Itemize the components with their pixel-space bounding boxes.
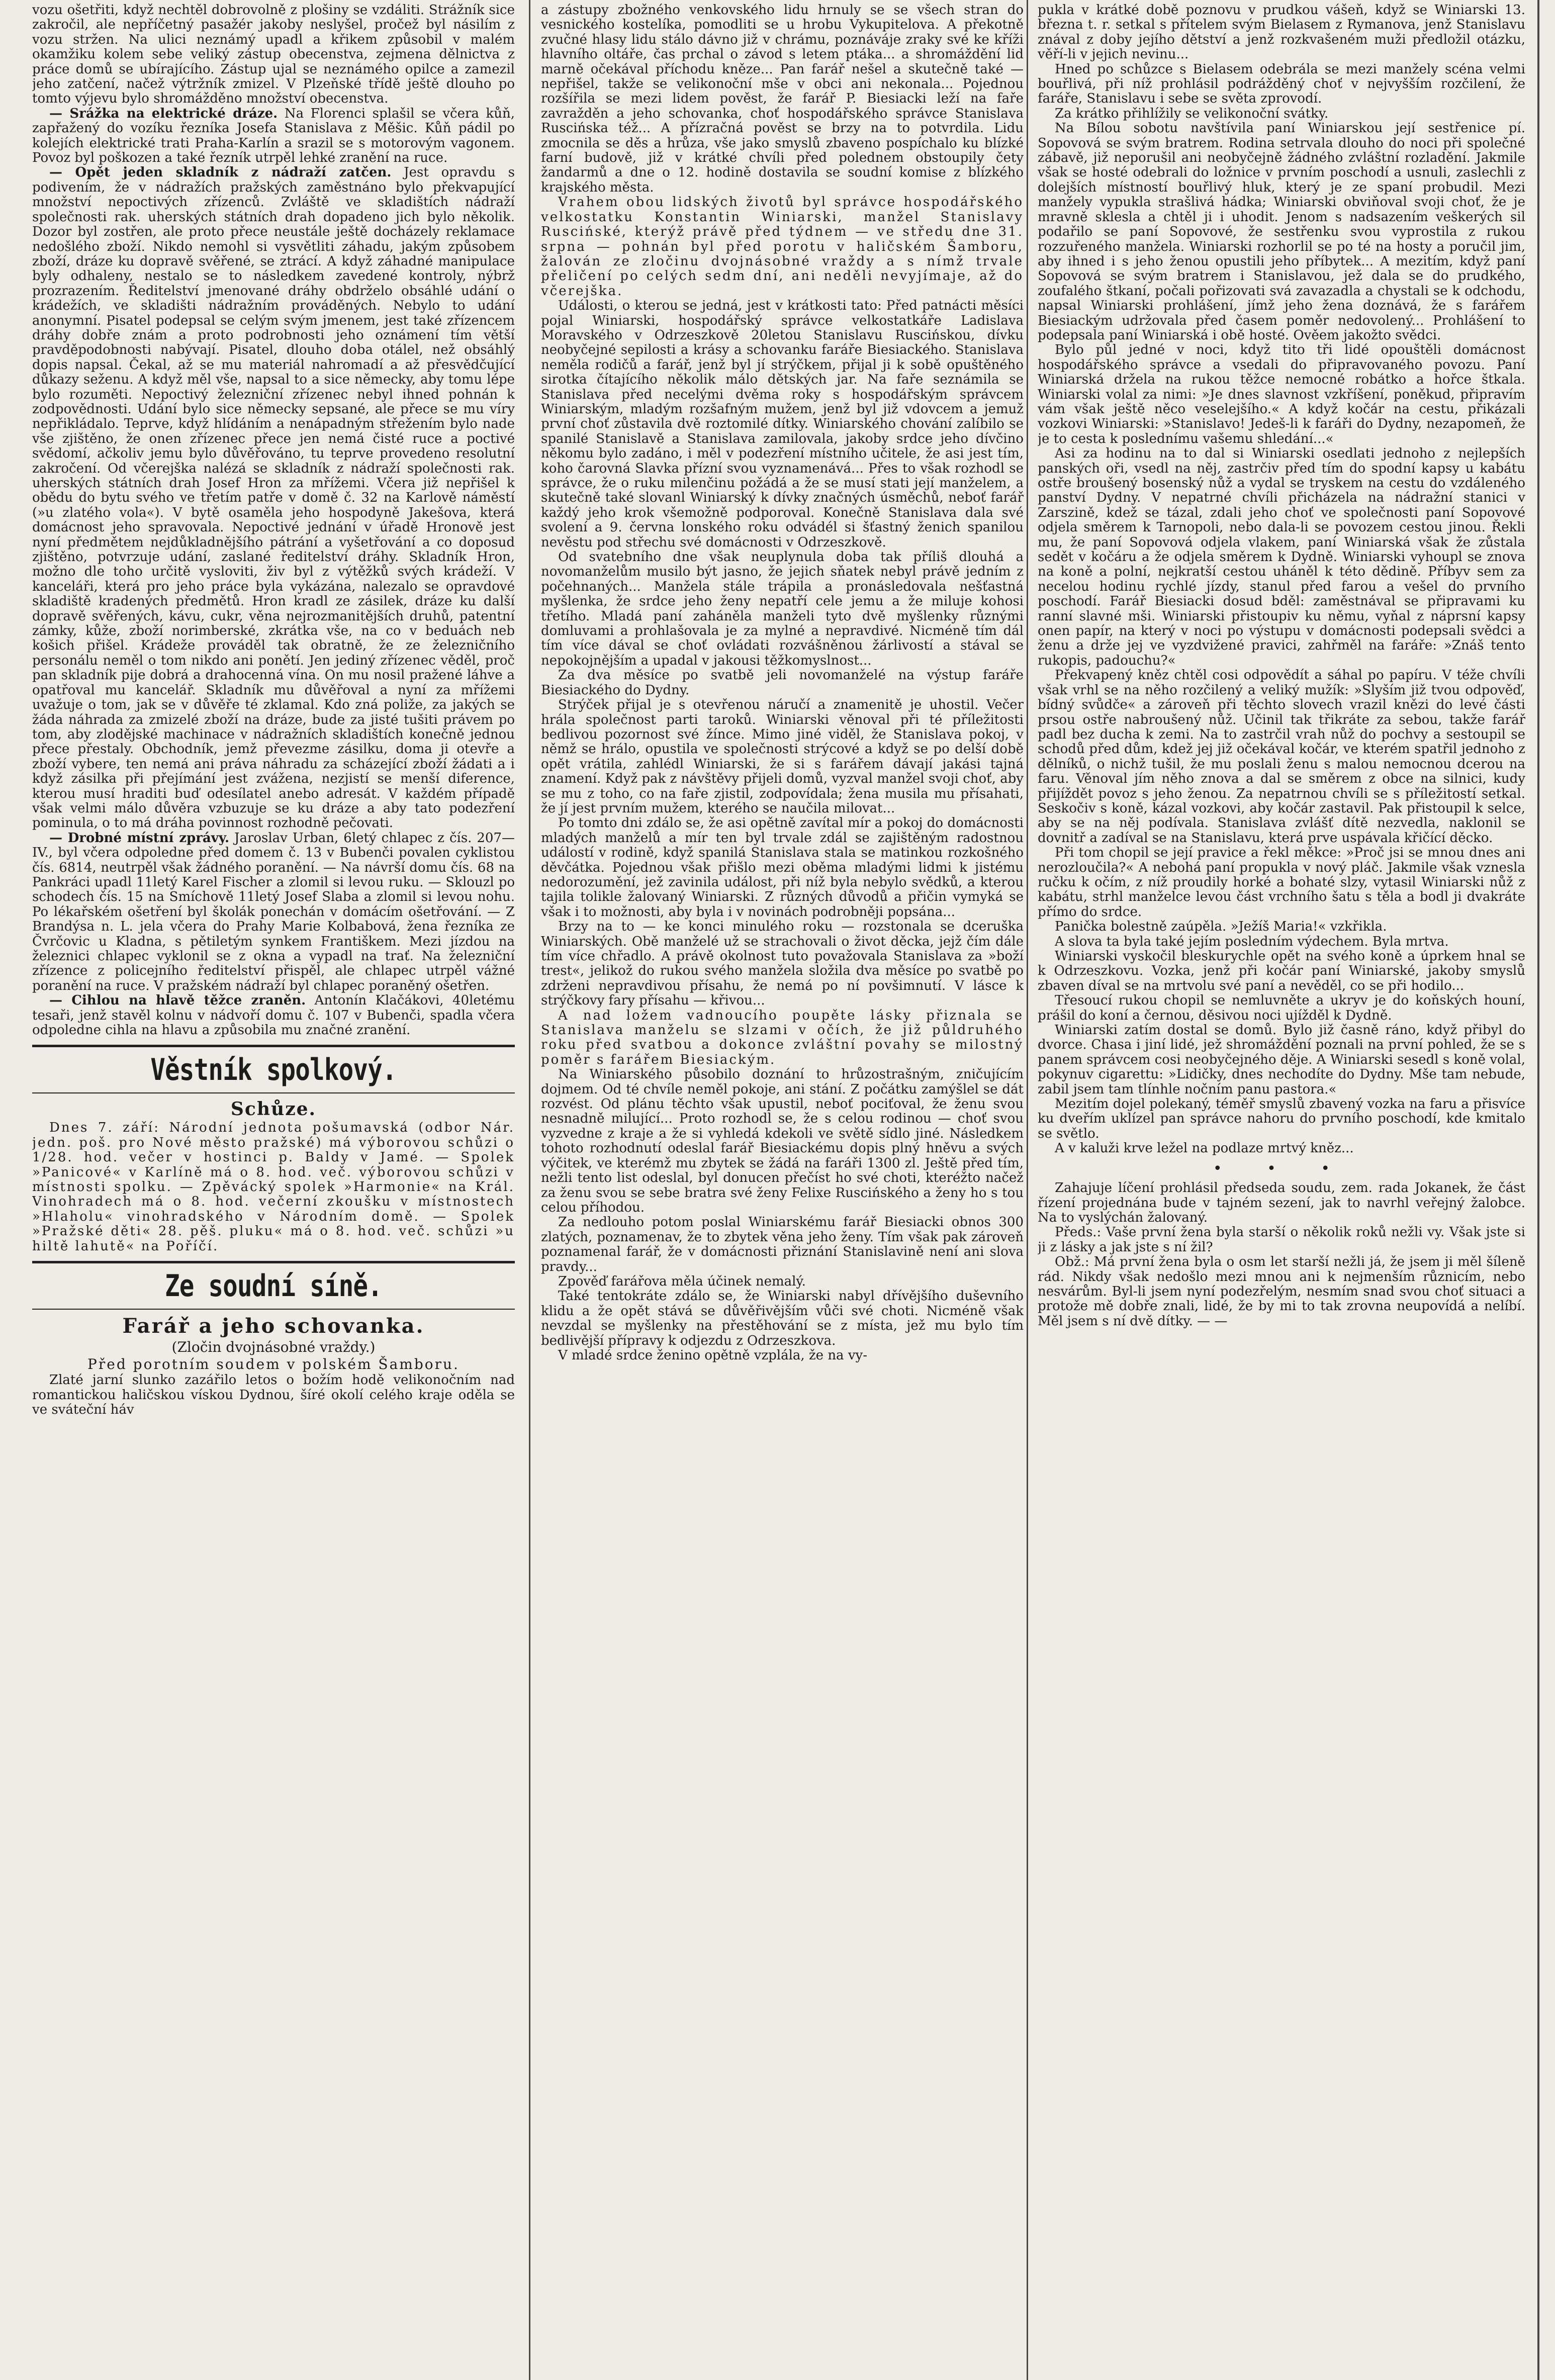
column-3 — [1038, 3, 1525, 2377]
section-divider — [32, 1309, 515, 1310]
news-text: Na Florenci splašil se včera kůň, zapřažený do vozíku řezníka Josefa Stanislava z Měšic. Kůň pádil po kolejích elektrické trati Praha-Karlín a srazil se s motorovým vagonem. Povoz byl poškozen a také řezník utrpěl lehké zranění na ruce. — [32, 106, 515, 166]
section-subtitle: Schůze. — [230, 1099, 317, 1120]
news-heading: — Cihlou na hlavě těžce zraněn. — [49, 993, 306, 1009]
article-paragraph: A v kaluži krve ležel na podlaze mrtvý kněz... — [1055, 1141, 1354, 1156]
article-paragraph: V mladé srdce ženino opětně vzplála, že na vy- — [558, 1347, 867, 1363]
article-paragraph: Zahajuje líčení prohlásil předseda soudu, zem. rada Jokanek, že část řízení projednána bude v tajném sezení, jak to navrhl veřejný žalobce. Na to vyslýchán žalovaný. — [1038, 1180, 1525, 1225]
article-paragraph: vozu ošetřiti, když nechtěl dobrovolně z plošiny se vzdáliti. Strážník sice zakročil, ale nepříčetný pasažér jakoby neslyšel, pročež byl násilím z vozu stržen. Na ulici neznámý upadl a křikem způsobil v malém okamžiku kolem sebe veliký zástup obecenstva, zejmena dělnictva z práce domů se ubírajícího. Zástup ujal se neznámého opilce a zamezil jeho zatčení, načež výtržník zmizel. V Plzeňské třídě ještě dlouho po tomto výjevu bylo shromážděno množství obecenstva. — [32, 3, 515, 107]
news-item — [32, 993, 515, 1038]
article-paragraph: Asi za hodinu na to dal si Winiarski osedlati jednoho z nejlepších panských oři, vsedl na něj, zastrčiv před tím do spodní kapsy u kabátu ostře broušený bosenský nůž a vydal se tryskem na cestu do vzdáleného panství Dydny. V nepatrné chvíli přicházela na nádražní stanici v Zarszině, kdež se tázal, zdali jeho choť ve společnosti paní Sopovové odjela směrem k Tarnopoli, nebo dala-li se povozem cestou jinou. Řekli mu, že paní Sopovová odjela vlakem, paní Winiarská však že zůstala sedět v kočáru a že odjela směrem k Dydně. Winiarski vyhoupl se znova na koně a polní, nejkratší cestou uháněl k této dědině. Příbyv sem za necelou hodinu rychlé jízdy, stanul před farou a vešel do prvního poschodí. Farář Biesiacki dosud bděl: zaměstnával se připravami ku ranní slavné mši. Winiarski přistoupiv ku němu, vyňal z náprsní kapsy onen papír, na který v noci po výstupu v domácnosti podepsali svědci a ženu a drže jej ve vyzdvižené pravici, zahřměl na faráře: »Znáš tento rukopis, padouchu?« — [1038, 446, 1525, 668]
article-paragraph: Zlaté jarní slunko zazářilo letos o božím hodě velikonočním nad romantickou haličskou vískou Dydnou, šíré okolí celého kraje oděla se ve sváteční háv — [32, 1372, 515, 1417]
section-divider — [32, 1261, 515, 1263]
section-divider — [32, 1045, 515, 1047]
column-rule — [529, 0, 530, 2380]
article-paragraph: Brzy na to — ke konci minulého roku — rozstonala se dceruška Winiarských. Obě manželé už se strachovali o život děcka, jejž čím dále tím více chřadlo. A právě okolnost tuto považovala Stanislava za »boží trest«, jelikož do rukou svého manžela složila dva měsíce po svatbě po zdrženi nepravdivou přísahu, že nemá po ní povšimnutí. V lásce k strýčkovy fary přísahu — křivou... — [541, 919, 1024, 1009]
news-item — [32, 107, 515, 166]
story-court: Před porotním soudem v polském Šamboru. — [87, 1356, 460, 1373]
article-paragraph: Dnes 7. září: Národní jednota pošumavská (odbor Nár. jedn. poš. pro Nové město pražské) má výborovou schůzi o 1/28. hod. večer v hostinci p. Baldy v Jamé. — Spolek »Panicové« v Karlíně má o 8. hod. več. výborovou schůzi v místnosti spolku. — Zpěvácký spolek »Harmonie« na Král. Vinohradech má o 8. hod. večerní zkoušku v místnostech »Hlaholu« vinohradského v Národním domě. — Spolek »Pražské děti« 28. pěš. pluku« má o 8. hod. več. schůzi »u hiltě lahutě« na Poříčí. — [32, 1120, 515, 1254]
story-title: Farář a jeho schovanka. — [122, 1314, 425, 1338]
article-paragraph: Při tom chopil se její pravice a řekl měkce: »Proč jsi se mnou dnes ani nerozloučila?« A nebohá paní propukla v nový pláč. Jakmile však vznesla ručku k očím, z níž proudily horké a bohaté slzy, vytasil Winiarski nůž z kabátu, strhl manželce levou část vrchního šatu s těla a bodl ji dvakráte přímo do srdce. — [1038, 845, 1525, 920]
article-paragraph: Na Bílou sobotu navštívila paní Winiarskou její sestřenice pí. Sopovová se svým bratrem. Rodina setrvala dlouho do noci při společné zábavě, již neporušil ani neobyčejně žádného zvláštní rozladění. Jakmile však se hosté odebrali do ložnice v prvním poschodí a usnuli, zaslechli z dolejších místností bouřlivý hluk, který je ze spaní probudil. Mezi manžely vypukla strašlivá hádka; Winiarski obviňoval svoji choť, že je mravně sklesla a chtěl ji i uhodit. Jenom s nadsazením veškerých sil podařilo se paní Sopovové, že sestřenku svou vyprostila z rukou rozzuřeného manžela. Winiarski rozhorlil se po té na hosty a poručil jim, aby ihned i s jeho ženou opustili jeho příbytek... A mezitím, když paní Sopovová se svým bratrem i Stanislavou, jež dala se do prudkého, zoufalého štkaní, počali pořizovati svá zavazadla a chystali se k odchodu, napsal Winiarski prohlášení, jímž jeho žena doznává, že s farářem Biesiackým udržovala před časem poměr nedovolený... Prohlášení to podepsala paní Winiarská i obě hosté. Ověem jakožto svědci. — [1038, 121, 1525, 343]
article-paragraph: Strýček přijal je s otevřenou náručí a znamenitě je uhostil. Večer hrála společnost parti taroků. Winiarski věnoval při té příležitosti bedlivou pozornost své žínce. Mimo jiné viděl, že Stanislava pokoj, v němž se hrálo, opustila ve společnosti strýcové a když se po delší době opět vrátila, zahlédl Winiarski, že si s farářem dávají jakási tajná znamení. Když pak z návštěvy přijeli domů, vyzval manžel svoji choť, aby se mu z toho, co na faře zjistil, zodpovídala; žena musila mu přísahati, že jí jest prvním mužem, kterého se naučila milovat... — [541, 697, 1024, 816]
article-paragraph: Po tomto dni zdálo se, že asi opětně zavítal mír a pokoj do domácnosti mladých manželů a mír ten byl trvale zdál se zajištěným radostnou událostí v rodině, když spanilá Stanislava stala se matinkou rozkošného děvčátka. Pojednou však přišlo mezi oběma mladými lidmi k jistému nedorozumění, jež zavinila událost, při níž byla nebylo svědků, a kterou tajila tolikle žalovaný Winiarski. Z různých důvodů a přičin vymyká se však i to možnosti, aby byla i v novinách podrobněji popsána... — [541, 815, 1024, 920]
article-paragraph: Třesoucí rukou chopil se nemluvněte a ukryv je do koňských houní, prášil do koní a černou, děsivou noci ujížděl k Dydně. — [1038, 993, 1525, 1023]
article-paragraph: Události, o kterou se jedná, jest v krátkosti tato: Před patnácti měsíci pojal Winiarski, hospodářský správce velkostatkáře Ladislava Moravského v Odrzeszkově 20letou Stanislavu Ruscińskou, dívku neobyčejné sepilosti a krásy a schovanku faráře Biesiackého. Stanislava neměla rodičů a farář, jenž byl jí strýčkem, přijal ji k sobě opuštěného sirotka čítajícího několik málo dětských jar. Na faře seznámila se Stanislava před necelými dvěma roky s hospodářským správcem Winiarským, mladým rozšafným mužem, jenž byl již vdovcem a jemuž první choť zůstavila dvě roztomilé dítky. Winiarského chování zalíbilo se spanilé Stanislavě a Stanislava zamilovala, jakoby srdce jeho dívčino někomu bylo zadáno, i měl v podezření místního učitele, že asi jest tím, koho čarovná Slavka přízní svou vyznamenává... Přes to však rozhodl se správce, že o ruku milenčinu požádá a že se musí stati její manželem, a skutečně také slovanl Winiarský k dívky značných úsměchů, neboť farář každý jeho krok všemožně podporoval. Konečně Stanislava dala své svolení a 9. června lonského roku odvádél si šťastný ženich spanilou nevěstu pod střechu své domácnosti v Odrzeszkově. — [541, 298, 1024, 550]
article-paragraph: Překvapený kněz chtěl cosi odpovědít a sáhal po papíru. V téže chvíli však vrhl se na něho rozčilený a veliký mužík: »Slyším již tvou odpověď, bídný svůdče« a zároveň při těchto slovech vrazil knězi do levé části prsou ostře nabroušený nůž. Učinil tak třikráte za sebou, takže farář padl bez ducha k zemi. Na to zastrčil vrah nůž do pochvy a sestoupil se schodů před dům, kdež jej již očekával kočár, ve kterém spatřil jednoho z dělníků, o nichž tušil, že mu poslali ženu s malou nemocnou dcerou na faru. Věnoval jím něho znova a dal se směrem z obce na silnici, kudy přijíždět povoz s jeho ženou. Za nepatrnou chvíli se s příležitostí setkal. Seskočiv s koně, kázal vozkovi, aby kočár zastavil. Pak přistoupil k selce, aby se na něj podívala. Stanislava zvlášť dítě nezvedla, naklonil se dovnitř a zadíval se na Stanislavu, která prve uspávala křičící děcko. — [1038, 668, 1525, 846]
separator-stars: • • • — [1213, 1159, 1350, 1177]
article-paragraph: Také tentokráte zdálo se, že Winiarski nabyl dřívějšího duševního klidu a že opět stává se důvěřivějším vůči své choti. Nicméně však nevzdal se myšlenky na přestěhování se z místa, jež mu bylo tím bedlivější přípravy k odjezdu z Odrzeszkova. — [541, 1289, 1024, 1348]
news-item — [32, 831, 515, 993]
article-paragraph: Panička bolestně zaúpěla. »Ježíš Maria!« vzkřikla. — [1055, 919, 1387, 935]
news-text: Jaroslav Urban, 6letý chlapec z čís. 207—IV., byl včera odpoledne před domem č. 13 v Bubenči povalen cyklistou čís. 6814, neutrpěl však žádného poranění. — Na návrší domu čís. 68 na Pankráci upadl 11letý Karel Fischer a zlomil si levou ruku. — Sklouzl po schodech čís. 15 na Smíchově 11letý Josef Slaba a zlomil si levou nohu. Po lékařském ošetření byl školák ponechán v domácím ošetřování. — Z Brandýsa n. L. jela včera do Prahy Marie Kolbabová, žena řezníka ze Čvrčovic u Kladna, s pětiletým synkem Františkem. Mezi jízdou na železnici chlapec vyklonil se z okna a vypadl na trať. Na železniční zřízence z policejního ředitelství přispěl, ale chlapec utrpěl vážné poranění na ruce. V pražském nádraží byl chlapec poraněný ošetřen. — [32, 830, 515, 993]
column-rule — [1027, 0, 1028, 2380]
article-paragraph: Za nedlouho potom poslal Winiarskému farář Biesiacki obnos 300 zlatých, poznamenav, že to zbytek věna jeho ženy. Tím však pak zároveň poznamenal farář, že v domácnosti přiznání Stanislavině není ani slova pravdy... — [541, 1215, 1024, 1274]
news-text: Jest opravdu s podivením, že v nádražích pražských zaměstnáno bylo překvapující množství nepoctivých zřízenců. Zvláště ve skladištích nádraží společnosti rak. uherských státních drah dopadeno jich bylo několik. Dozor byl zostřen, ale proto přece neustále ještě docházely reklamace nedošlého zboží. Nikdo nemohl si vysvětliti záhadu, jakým způsobem zboží, dráze ku dopravě svěřené, se ztrácí. A když záhadné manipulace byly odhaleny, nestalo se to následkem zavedené kontroly, nýbrž prozrazením. Ředitelství jmenované dráhy obdrželo obsáhlé udání o krádežích, ve skladišti nádražním prováděných. Nebylo to udání anonymní. Pisatel podepsal se celým svým jmenem, jest také zřízencem dráhy dobře znám a proto podrobnosti jeho oznámení tím větší pravděpodobnosti nabývají. Pisatel, dlouho doba otálel, než obsáhlý dopis napsal. Čekal, až se mu materiál nahromadí a až přesvědčující důkazy seženu. A když měl vše, napsal to a sice německy, aby tomu lépe bylo rozuměti. Nepoctivý železniční zřízenec nebyl ihned pohnán k zodpovědnosti. Udání bylo sice německy sepsané, ale přece se mu víry nepřikládalo. Teprve, když hlídáním a nenápadným střežením bylo nade vše zjištěno, že onen zřízenec přece jen nemá čisté ruce a poctivé svědomí, ačkoliv jemu bylo důvěřováno, tu teprve provedeno resolutní zakročení. Od včerejška nalézá se skladník z nádraží společnosti rak. uherských státních drah Josef Hron za mřížemi. Včera již nepřišel k obědu do bytu svého ve třetím patře v domě č. 32 na Karlově náměstí (»u zlatého vola«). V bytě osaměla jeho hospodyně Jakešova, která domácnost jeho spravovala. Nepoctivé jednání v úřadě Hronově jest nyní předmětem nejdůkladnějšího pátrání a vyšetřování a co doposud zjištěno, potvrzuje udání, zaslané ředitelství dráhy. Skladník Hron, možno dle toho určitě vysloviti, živ byl z výtěžků svých krádeží. V kanceláři, která pro jeho práce byla vykázána, nalezalo se opravdové skladiště kradených předmětů. Hron kradl ze zásilek, dráze ku další dopravě svěřených, kávu, cukr, věna nejrozmanitějších druhů, patentní zámky, kůže, zboží norimberské, zkrátka vše, na co v beduách neb košich přišel. Krádeže prováděl tak obratně, že ze železničního personálu neměl o tom nikdo ani ponětí. Jen jediný zřízenec věděl, proč pan skladník pije dobrá a drahocenná vína. On mu nosil pražené láhve a opatřoval mu kancelář. Skladník mu důvěřoval a nyní za mřížemi uvažuje o tom, jak se v důvěře té zklamal. Kdo zná poliže, za jakých se žáda náhrada za zmizelé zboží na dráze, bude za jisté tušiti právem po tom, aby zlodějské machinace v nádražních skladištích konečně jednou přece přestaly. Obchodník, jemž převezme zásilku, doma ji otevře a zboží vybere, ten nemá ani práva náhradu za scházející zboží žádati a i když zásilka při přejímání jest zvážena, nezjistí se menší diference, kterou musí hraditi buď odesílatel anebo adresát. V každém případě však velmi málo důvěra vzbuzuje se ku dráze a aby tato podezření pominula, o to má dráha povinnost rozhodně pečovati. — [32, 165, 515, 831]
article-paragraph: Winiarski vyskočil bleskurychle opět na svého koně a úprkem hnal se k Odrzeszkovu. Vozka, jenž při kočár paní Winiarské, jakoby smyslů zbaven díval se na mrtvolu své paní a nevěděl, co se při hodilo... — [1038, 949, 1525, 993]
article-paragraph: pukla v krátké době poznovu v prudkou vášeň, když se Winiarski 13. března t. r. setkal s přítelem svým Bielasem z Rymanova, jenž Stanislavu znával z doby jejího dětství a jenž rozkvašeném muži předložil otázku, věří-li v jejich nevinu... — [1038, 3, 1525, 62]
article-paragraph: Hned po schůzce s Bielasem odebrála se mezi manžely scéna velmi bouřlivá, při níž prohlásil podrážděný choť v nejvyšším rozčilení, že faráře, Stanislavu i sebe se světa zprovodí. — [1038, 61, 1525, 107]
column-1 — [32, 3, 515, 2377]
news-heading: — Opět jeden skladník z nádraží zatčen. — [49, 165, 392, 180]
column-2 — [541, 3, 1024, 2377]
article-paragraph: Bylo půl jedné v noci, když tito tři lidé opouštěli domácnost hospodářského správce a vsedali do připravovaného povozu. Paní Winiarská držela na rukou těžce nemocné robátko a hořce štkala. Winiarski volal za nimi: »Je dnes slavnost vzkříšení, poněkud, připravím vám však ještě něco veselejšího.« A když kočár na cestu, přikázali vozkovi Winiarski: »Stanislavo! Jedeš-li k faráři do Dydny, nezapomeň, že je to cesta k poslednímu vašemu shledání...« — [1038, 342, 1525, 446]
news-heading: — Srážka na elektrické dráze. — [49, 106, 278, 121]
article-paragraph: A slova ta byla také jejím posledním výdechem. Byla mrtva. — [1055, 934, 1449, 949]
section-title: Ze soudní síně. — [164, 1268, 383, 1304]
article-paragraph: Winiarski zatím dostal se domů. Bylo již časně ráno, když přibyl do dvorce. Chasa i jiní lidé, jež shromáždění poznali na první pohled, že se s panem správcem cosi neobyčejného děje. A Winiarski sesedl s koně volal, pokynuv cigarettu: »Lidičky, dnes nechodíte do Dydny. Mše tam nebude, zabil jsem tam tlínhle nočním panu pastora.« — [1038, 1023, 1525, 1097]
article-paragraph: Vrahem obou lidských životů byl správce hospodářského velkostatku Konstantin Winiarski, manžel Stanislavy Ruscińské, kterýž právě před týdnem — ve středu dne 31. srpna — pohnán byl před porotu v haličském Šamboru, žalován ze zločinu dvojnásobné vraždy a s nímž trvale přeličení po celých sedm dní, ani neděli nevyjímaje, až do včerejška. — [541, 195, 1024, 299]
story-subtitle: (Zločin dvojnásobné vraždy.) — [171, 1339, 376, 1356]
article-paragraph: A nad ložem vadnoucího poupěte lásky přiznala se Stanislava manželu se slzami v očích, že již půldruhého roku před svatbou a dokonce zvláštní povahy se milostný poměr s farářem Biesiackým. — [541, 1008, 1024, 1067]
article-paragraph: Od svatebního dne však neuplynula doba tak příliš dlouhá a novomanželům musilo být jasno, že jejich sňatek nebyl právě jedním z počehnaných... Manžela stále trápila a pronásledovala nešťastná myšlenka, že srdce jeho ženy nepatří cele jemu a že miluje kohosi třetího. Mladá paní zaháněla manželi tyto dvě myšlenky různými domluvami a prohlašovala je za mylné a nepravdivé. Nicméně tím dál tím více dával se choť ovládati rozvášněnou žárlivostí a stával se nepokojnějším a upadal v jakousi těžkomyslnost... — [541, 550, 1024, 668]
section-title: Věstník spolkový. — [150, 1052, 397, 1088]
article-paragraph: Za krátko přihlížily se velikonoční svátky. — [1055, 106, 1329, 121]
article-paragraph: Na Winiarského působilo doznání to hrůzostrašným, zničujícím dojmem. Od té chvíle neměl pokoje, ani stání. Z počátku zamýšlel se dát rozvést. Od plánu těchto však upustil, neboť pociťoval, že ženu svou nesnadně milující... Proto rozhodl se, že s celou rodinou — choť svou vyzvedne z kraje a že si vyhledá kdekoli ve světě sídlo jiné. Následkem tohoto rozhodnutí odeslal farář Biesiackému dopis plný hněvu a svých výčitek, ve kterémž mu zbytek se žádá na faráři 1300 zl. Ještě před tím, nežli tento list odeslal, byl donucen přečíst ho své choti, kteréžto načež za ženu svou se sebe bratra své ženy Felixe Ruscińského a ženy ho s tou celou příhodou. — [541, 1067, 1024, 1215]
news-item — [32, 165, 515, 831]
article-paragraph: Předs.: Vaše první žena byla starší o několik roků nežli vy. Však jste si ji z lásky a jak jste s ní žil? — [1038, 1225, 1525, 1255]
section-divider — [32, 1092, 515, 1093]
news-text: Antonín Klačákovi, 40letému tesaři, jenž stavěl kolnu v nádvoří domu č. 107 v Bubenči, spadla včera odpoledne cihla na hlavu a způsobila mu značné zranění. — [32, 993, 515, 1038]
article-paragraph: a zástupy zbožného venkovského lidu hrnuly se se všech stran do vesnického kostelíka, pomodliti se u hrobu Vykupitelova. A překotně zvučné hlasy lidu stálo dávno již v chrámu, poznáváje zraky své ke kříži hlavního oltáře, čas prchal o závod s letem ptáka... a shromáždění lid marně očekával příchodu kněze... Pan farář nešel a skutečně také — nepřišel, takže se velikonoční mše v obci ani nekonala... Pojednou rozšířila se mezi lidem pověst, že farář P. Biesiacki leží na faře zavražděn a jeho schovanka, choť hospodářského správce Stanislava Ruscińska též... A přízračná pověst se brzy na to potvrdila. Lidu zmocnila se děs a hrůza, vše jako smyslů zbaveno pospíchalo ku blízké farní budově, již v krátké chvíli před polednem obstoupily čety žandarmů a dne o 12. hodině dostavila se soudní komise z blízkého krajského města. — [541, 3, 1024, 195]
article-paragraph: Za dva měsíce po svatbě jeli novomanželé na výstup faráře Biesiackého do Dydny. — [541, 668, 1024, 698]
news-heading: — Drobné místní zprávy. — [49, 830, 230, 846]
article-paragraph: Zpověď farářova měla účinek nemalý. — [558, 1273, 806, 1289]
article-paragraph: Mezitím dojel polekaný, téměř smyslů zbavený vozka na faru a přisvíce ku dveřím uklízel pan správce nahoru do prvního poschodí, kde kmitalo se světlo. — [1038, 1096, 1525, 1141]
article-paragraph: Obž.: Má první žena byla o osm let starší nežli já, že jsem ji měl šíleně rád. Nikdy však nedošlo mezi mnou ani k nejmenším různicím, nebo nesvárům. Byl-li jsem nyní podezřelým, nesmím snad svou choť situaci a protože mě dobře znali, lidé, že by mi to tak zrovna neupovídá a nelíbí. Měl jsem s ní dvě dítky. — — — [1038, 1254, 1525, 1329]
page-edge-rule — [1537, 0, 1539, 2380]
